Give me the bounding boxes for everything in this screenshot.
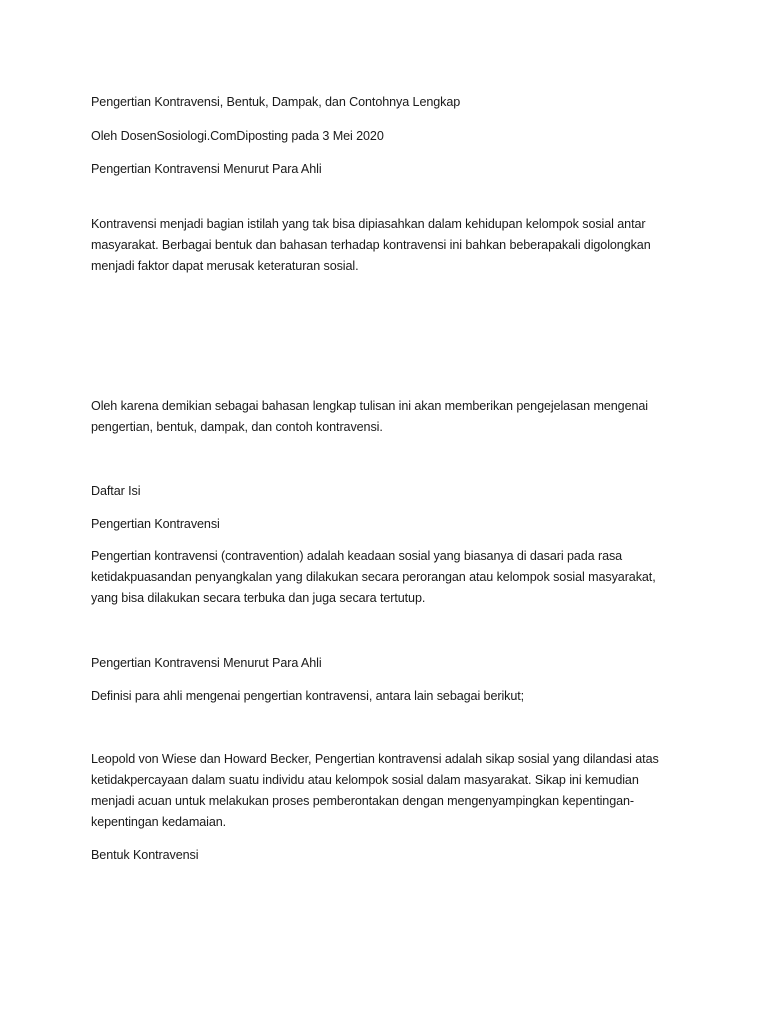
definition-line: Pengertian kontravensi (contravention) adalah keadaan sosial yang biasanya di dasari pada rasa <box>91 549 623 563</box>
intro-line: Kontravensi menjadi bagian istilah yang tak bisa dipiasahkan dalam kehidupan kelompok sosial antar <box>91 217 646 231</box>
byline: Oleh DosenSosiologi.ComDiposting pada 3 Mei 2020 <box>91 129 384 143</box>
intro-line: menjadi faktor dapat merusak keteraturan sosial. <box>91 259 359 273</box>
heading-definition: Pengertian Kontravensi <box>91 517 220 531</box>
definition-paragraph <box>91 546 691 609</box>
table-of-contents-label: Daftar Isi <box>91 484 141 498</box>
definition-line: yang bisa dilakukan secara terbuka dan juga secara tertutup. <box>91 591 426 605</box>
intro-line: masyarakat. Berbagai bentuk dan bahasan terhadap kontravensi ini bahkan beberapakali digolongkan <box>91 238 651 252</box>
purpose-paragraph <box>91 396 691 438</box>
purpose-line: pengertian, bentuk, dampak, dan contoh kontravensi. <box>91 420 383 434</box>
heading-forms: Bentuk Kontravensi <box>91 848 199 862</box>
subtitle: Pengertian Kontravensi Menurut Para Ahli <box>91 162 322 176</box>
heading-experts: Pengertian Kontravensi Menurut Para Ahli <box>91 656 322 670</box>
expert-line: kepentingan kedamaian. <box>91 815 227 829</box>
expert-line: menjadi acuan untuk melakukan proses pemberontakan dengan mengenyampingkan kepentingan- <box>91 794 634 808</box>
definition-line: ketidakpuasandan penyangkalan yang dilakukan secara perorangan atau kelompok sosial masyarakat, <box>91 570 656 584</box>
expert-line: Leopold von Wiese dan Howard Becker, Pengertian kontravensi adalah sikap sosial yang dilandasi atas <box>91 752 659 766</box>
purpose-line: Oleh karena demikian sebagai bahasan lengkap tulisan ini akan memberikan pengejelasan mengenai <box>91 399 648 413</box>
document-title: Pengertian Kontravensi, Bentuk, Dampak, dan Contohnya Lengkap <box>91 95 461 109</box>
expert-paragraph <box>91 749 691 833</box>
intro-paragraph <box>91 214 691 277</box>
experts-intro: Definisi para ahli mengenai pengertian kontravensi, antara lain sebagai berikut; <box>91 689 525 703</box>
expert-line: ketidakpercayaan dalam suatu individu atau kelompok sosial dalam masyarakat. Sikap ini kemudian <box>91 773 639 787</box>
